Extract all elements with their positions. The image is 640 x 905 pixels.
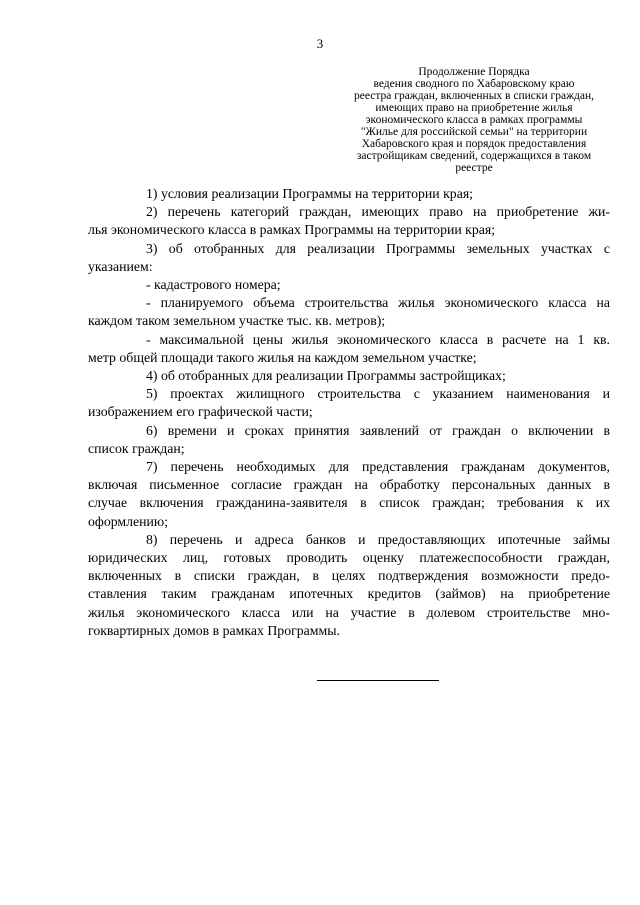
- body-line: 3) об отобранных для реализации Программы земельных участках с: [146, 240, 610, 256]
- body-line: оформлению;: [88, 513, 169, 529]
- body-line: включенных в списки граждан, в целях подтверждения возможности предо-: [88, 568, 610, 584]
- body-line: каждом таком земельном участке тыс. кв. метров);: [88, 313, 386, 329]
- body-line: лья экономического класса в рамках Программы на территории края;: [88, 222, 496, 238]
- end-divider: [317, 680, 439, 681]
- body-line: ставления таким гражданам ипотечных кредитов (займов) на приобретение: [88, 586, 610, 602]
- body-line: - кадастрового номера;: [146, 277, 281, 293]
- body-line: случае включения гражданина-заявителя в список граждан; требования к их: [88, 495, 610, 511]
- body-line: 1) условия реализации Программы на территории края;: [146, 186, 473, 201]
- body-line: 2) перечень категорий граждан, имеющих право на приобретение жи-: [146, 204, 610, 220]
- body-line: жилья экономического класса или на участие в долевом строительстве мно-: [88, 604, 610, 620]
- page-number: 3: [316, 36, 324, 51]
- body-line: 8) перечень и адреса банков и предоставляющих ипотечные займы: [146, 531, 610, 547]
- body-line: - планируемого объема строительства жилья экономического класса на: [146, 295, 610, 311]
- body-line: 6) времени и сроках принятия заявлений от граждан о включении в: [146, 422, 610, 438]
- header-line: Продолжение Порядка: [418, 66, 530, 78]
- header-line: реестра граждан, включенных в списки граждан,: [353, 90, 595, 102]
- header-line: застройщикам сведений, содержащихся в таком: [356, 150, 592, 162]
- header-line: "Жилье для российской семьи" на территории: [360, 126, 588, 138]
- body-line: изображением его графической части;: [88, 404, 313, 420]
- body-line: юридических лиц, готовых проводить оценку платежеспособности граждан,: [88, 550, 610, 566]
- document-header: [336, 66, 612, 174]
- body-line: - максимальной цены жилья экономического класса в расчете на 1 кв.: [146, 331, 610, 347]
- body-line: 5) проектах жилищного строительства с указанием наименования и: [146, 386, 610, 402]
- header-line: ведения сводного по Хабаровскому краю: [373, 78, 575, 90]
- header-line: имеющих право на приобретение жилья: [375, 102, 573, 114]
- body-line: метр общей площади такого жилья на каждом земельном участке;: [88, 349, 477, 365]
- body-line: 4) об отобранных для реализации Программы застройщиках;: [146, 368, 506, 384]
- header-line: экономического класса в рамках программы: [365, 114, 583, 126]
- body-line: 7) перечень необходимых для представления гражданам документов,: [146, 459, 610, 475]
- document-body: [88, 185, 610, 640]
- body-line: гоквартирных домов в рамках Программы.: [88, 622, 340, 638]
- header-line: Хабаровского края и порядок предоставления: [361, 138, 587, 150]
- body-line: список граждан;: [88, 440, 185, 456]
- body-line: включая письменное согласие граждан на обработку персональных данных в: [88, 477, 610, 493]
- header-line: реестре: [455, 162, 493, 174]
- body-line: указанием:: [88, 258, 153, 274]
